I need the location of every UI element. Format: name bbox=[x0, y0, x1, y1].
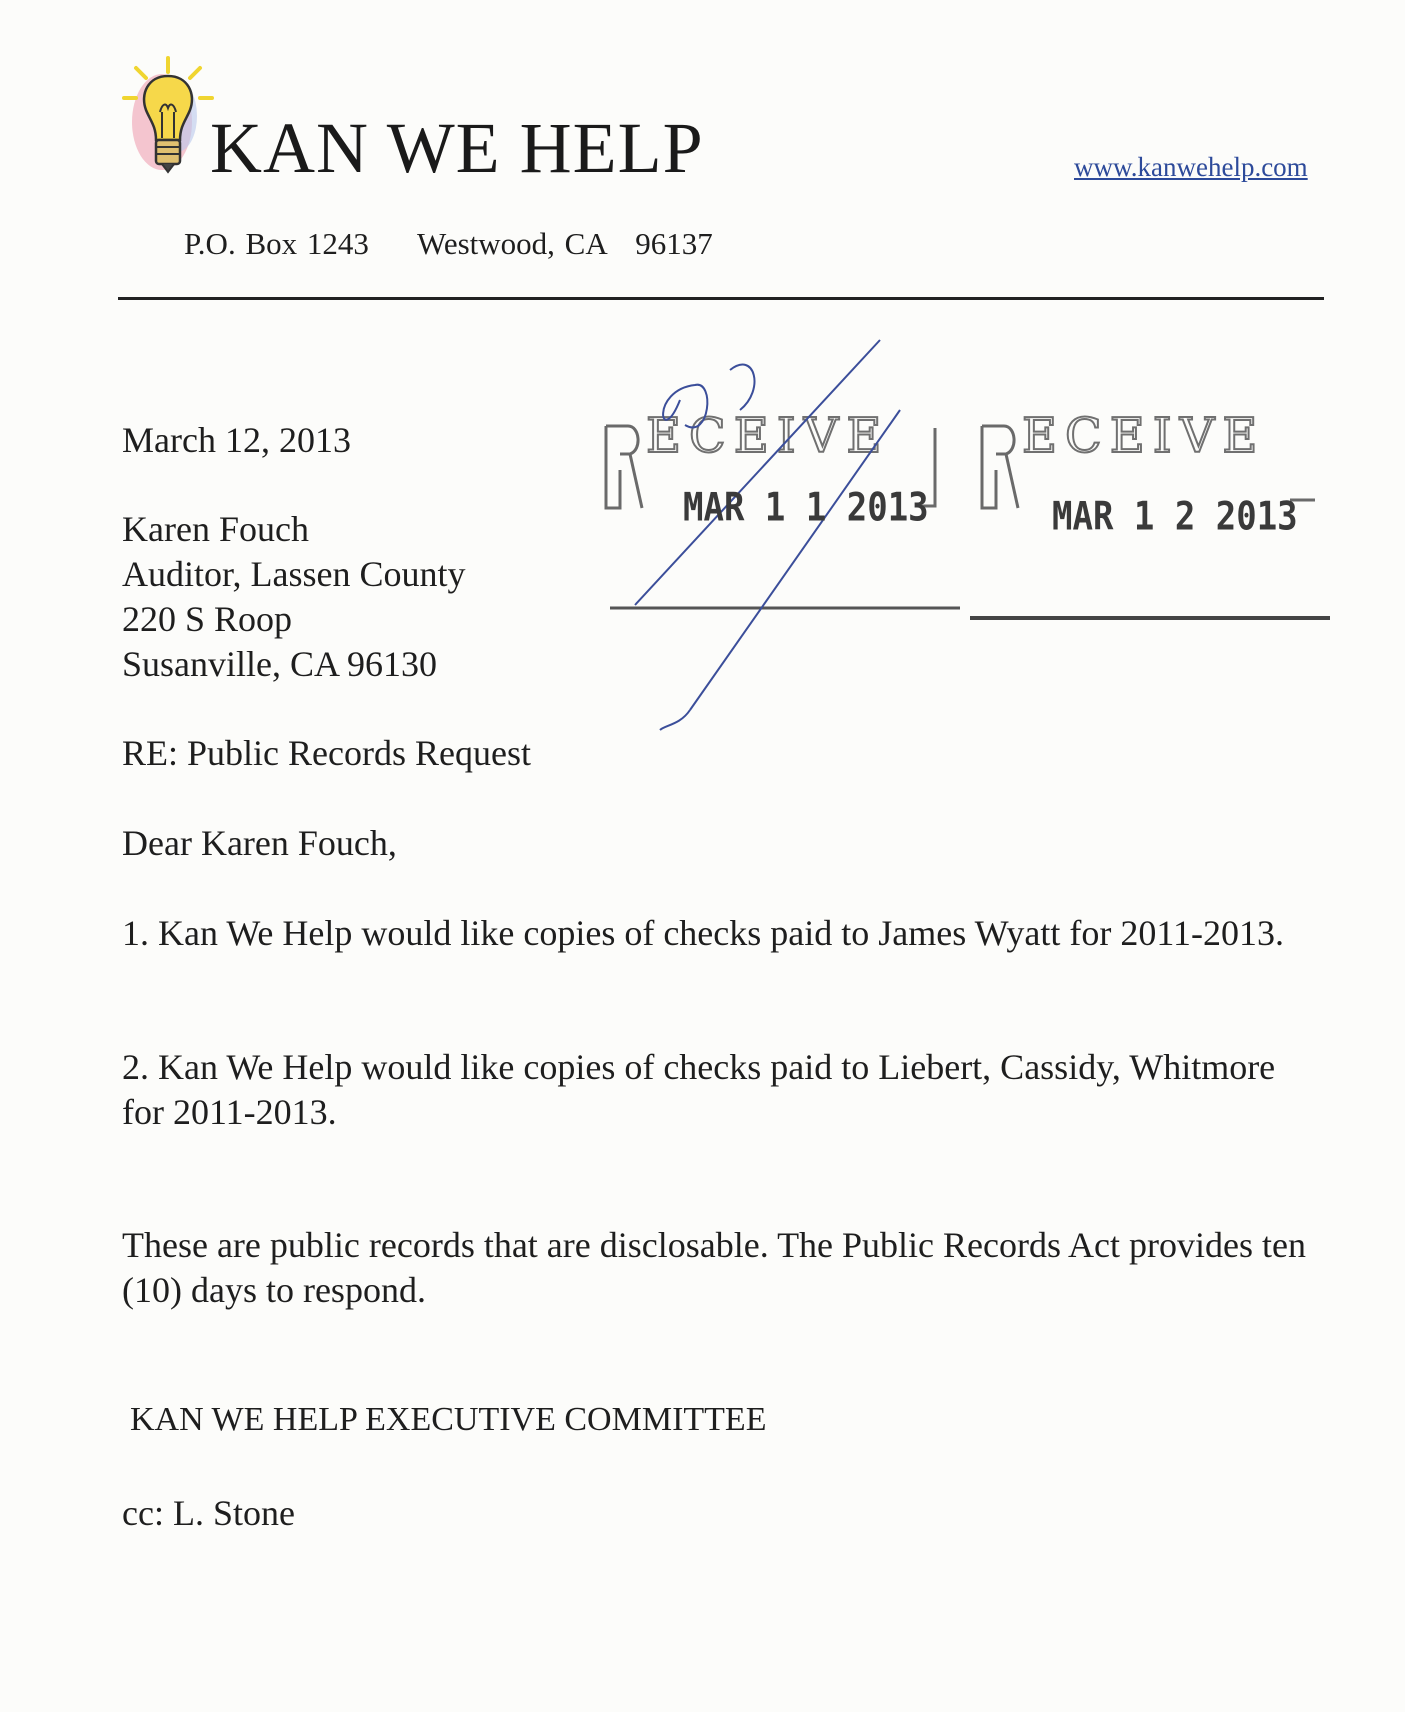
recipient-street: 220 S Roop bbox=[122, 599, 293, 639]
letter-date: March 12, 2013 bbox=[122, 420, 351, 460]
stamp-date-2: MAR 1 2 2013 bbox=[1052, 494, 1298, 540]
recipient-title: Auditor, Lassen County bbox=[122, 554, 466, 594]
paragraph-3: These are public records that are disclosable. The Public Records Act provides ten (10) days to respond. bbox=[122, 1225, 1306, 1310]
closing-signature: KAN WE HELP EXECUTIVE COMMITTEE bbox=[130, 1401, 767, 1438]
recipient-city: Susanville, CA 96130 bbox=[122, 644, 438, 684]
svg-text:ECEIVE: ECEIVE bbox=[646, 408, 890, 464]
greeting: Dear Karen Fouch, bbox=[122, 823, 397, 863]
pen-initials bbox=[635, 340, 900, 730]
paragraph-1: 1. Kan We Help would like copies of checks paid to James Wyatt for 2011-2013. bbox=[122, 913, 1285, 953]
recipient-address bbox=[122, 507, 466, 687]
paragraph-2: 2. Kan We Help would like copies of checks paid to Liebert, Cassidy, Whitmore for 2011-2013. bbox=[122, 1047, 1276, 1132]
website-link[interactable]: www.kanwehelp.com bbox=[1074, 152, 1308, 182]
svg-text:ECEIVE: ECEIVE bbox=[1022, 408, 1266, 464]
org-name: KAN WE HELP bbox=[210, 108, 704, 188]
lightbulb-logo-icon bbox=[122, 54, 214, 184]
recipient-name: Karen Fouch bbox=[122, 509, 309, 549]
stamp-date-1: MAR 1 1 2013 bbox=[683, 485, 929, 531]
org-address: P.O. Box 1243 Westwood, CA 96137 bbox=[184, 226, 713, 261]
subject-line: RE: Public Records Request bbox=[122, 733, 531, 773]
cc-line: cc: L. Stone bbox=[122, 1493, 295, 1533]
received-stamps bbox=[590, 330, 1350, 750]
header-divider bbox=[118, 297, 1324, 300]
